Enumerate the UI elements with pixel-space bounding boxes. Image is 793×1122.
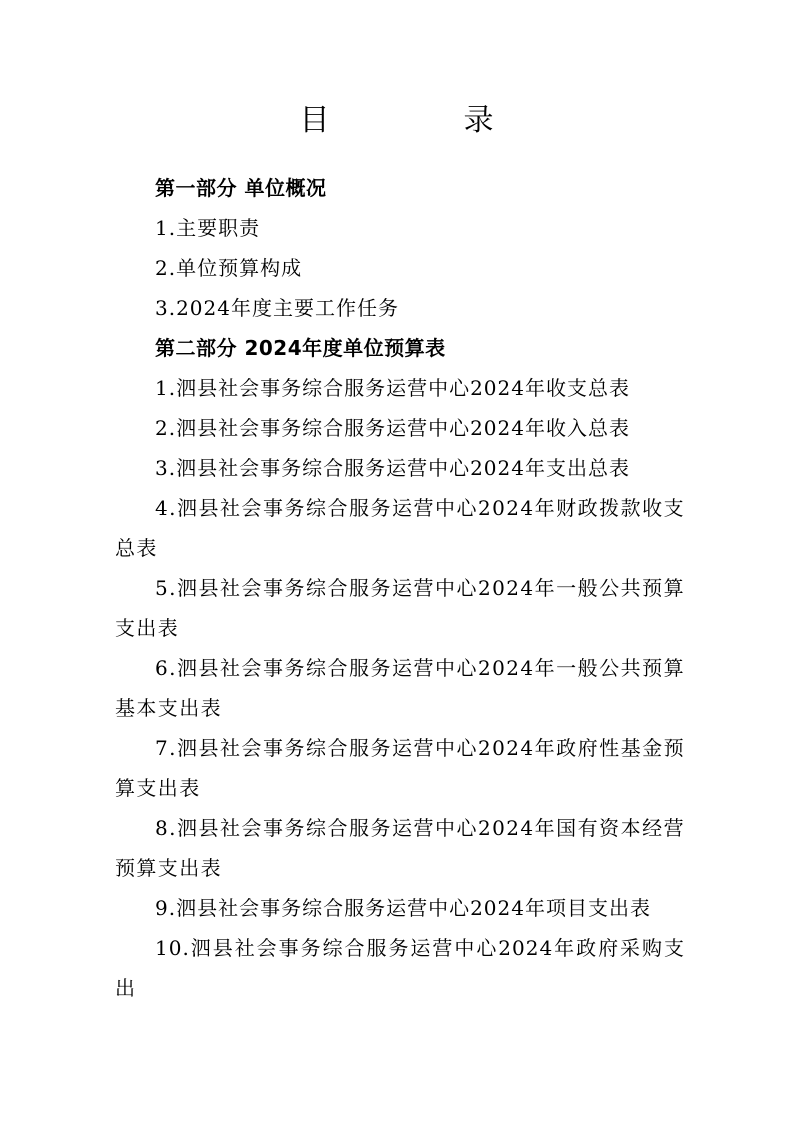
toc-item: 5.泗县社会事务综合服务运营中心2024年一般公共预算支出表 (115, 576, 685, 640)
toc-item: 3.泗县社会事务综合服务运营中心2024年支出总表 (155, 456, 630, 480)
table-of-contents (115, 168, 685, 1008)
toc-item: 1.主要职责 (155, 216, 261, 240)
toc-item: 10.泗县社会事务综合服务运营中心2024年政府采购支出 (115, 936, 685, 1000)
section-heading-1: 第一部分 单位概况 (155, 176, 327, 200)
toc-item: 9.泗县社会事务综合服务运营中心2024年项目支出表 (155, 896, 651, 920)
toc-item: 2.单位预算构成 (155, 256, 303, 280)
toc-item: 6.泗县社会事务综合服务运营中心2024年一般公共预算基本支出表 (115, 656, 685, 720)
toc-item: 2.泗县社会事务综合服务运营中心2024年收入总表 (155, 416, 630, 440)
toc-item: 8.泗县社会事务综合服务运营中心2024年国有资本经营预算支出表 (115, 816, 685, 880)
toc-item: 3.2024年度主要工作任务 (155, 296, 399, 320)
toc-item: 7.泗县社会事务综合服务运营中心2024年政府性基金预算支出表 (115, 736, 685, 800)
toc-item: 1.泗县社会事务综合服务运营中心2024年收支总表 (155, 376, 630, 400)
section-heading-2: 第二部分 2024年度单位预算表 (155, 336, 446, 360)
toc-item: 4.泗县社会事务综合服务运营中心2024年财政拨款收支总表 (115, 496, 685, 560)
page-title: 目 录 (299, 103, 546, 138)
